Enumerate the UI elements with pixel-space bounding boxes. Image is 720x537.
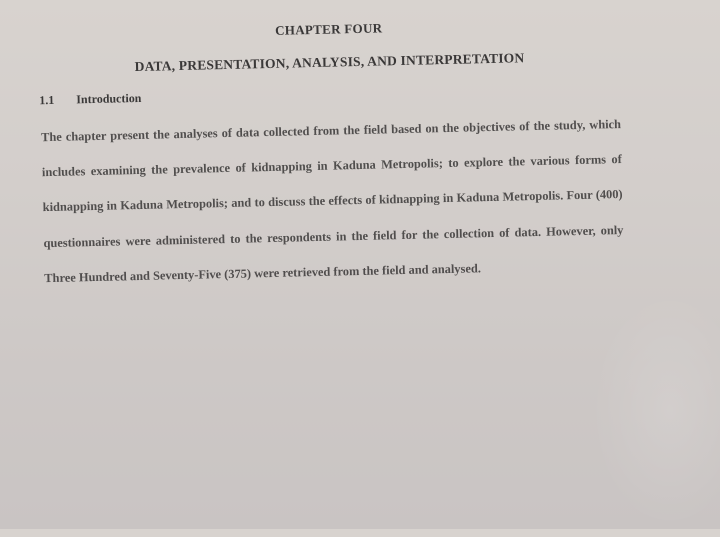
chapter-title: DATA, PRESENTATION, ANALYSIS, AND INTERPRETATION [134,50,525,75]
introduction-paragraph: The chapter present the analyses of data collected from the field based on the objectives of the study, which includes examining the prevalence of kidnapping in Kaduna Metropolis; to explore the various forms of kidnapping in Kaduna Metropolis; and to discuss the effects of kidnapping in Kaduna Metropolis. Four (400) questionnaires were administered to the respondents in the field for the collection of data. However, only Three Hundred and Seventy-Five (375) were retrieved from the field and analysed. [40,117,624,285]
section-title: Introduction [76,90,142,107]
section-heading [39,91,141,108]
chapter-label: CHAPTER FOUR [274,20,383,38]
section-number: 1.1 [39,92,55,108]
